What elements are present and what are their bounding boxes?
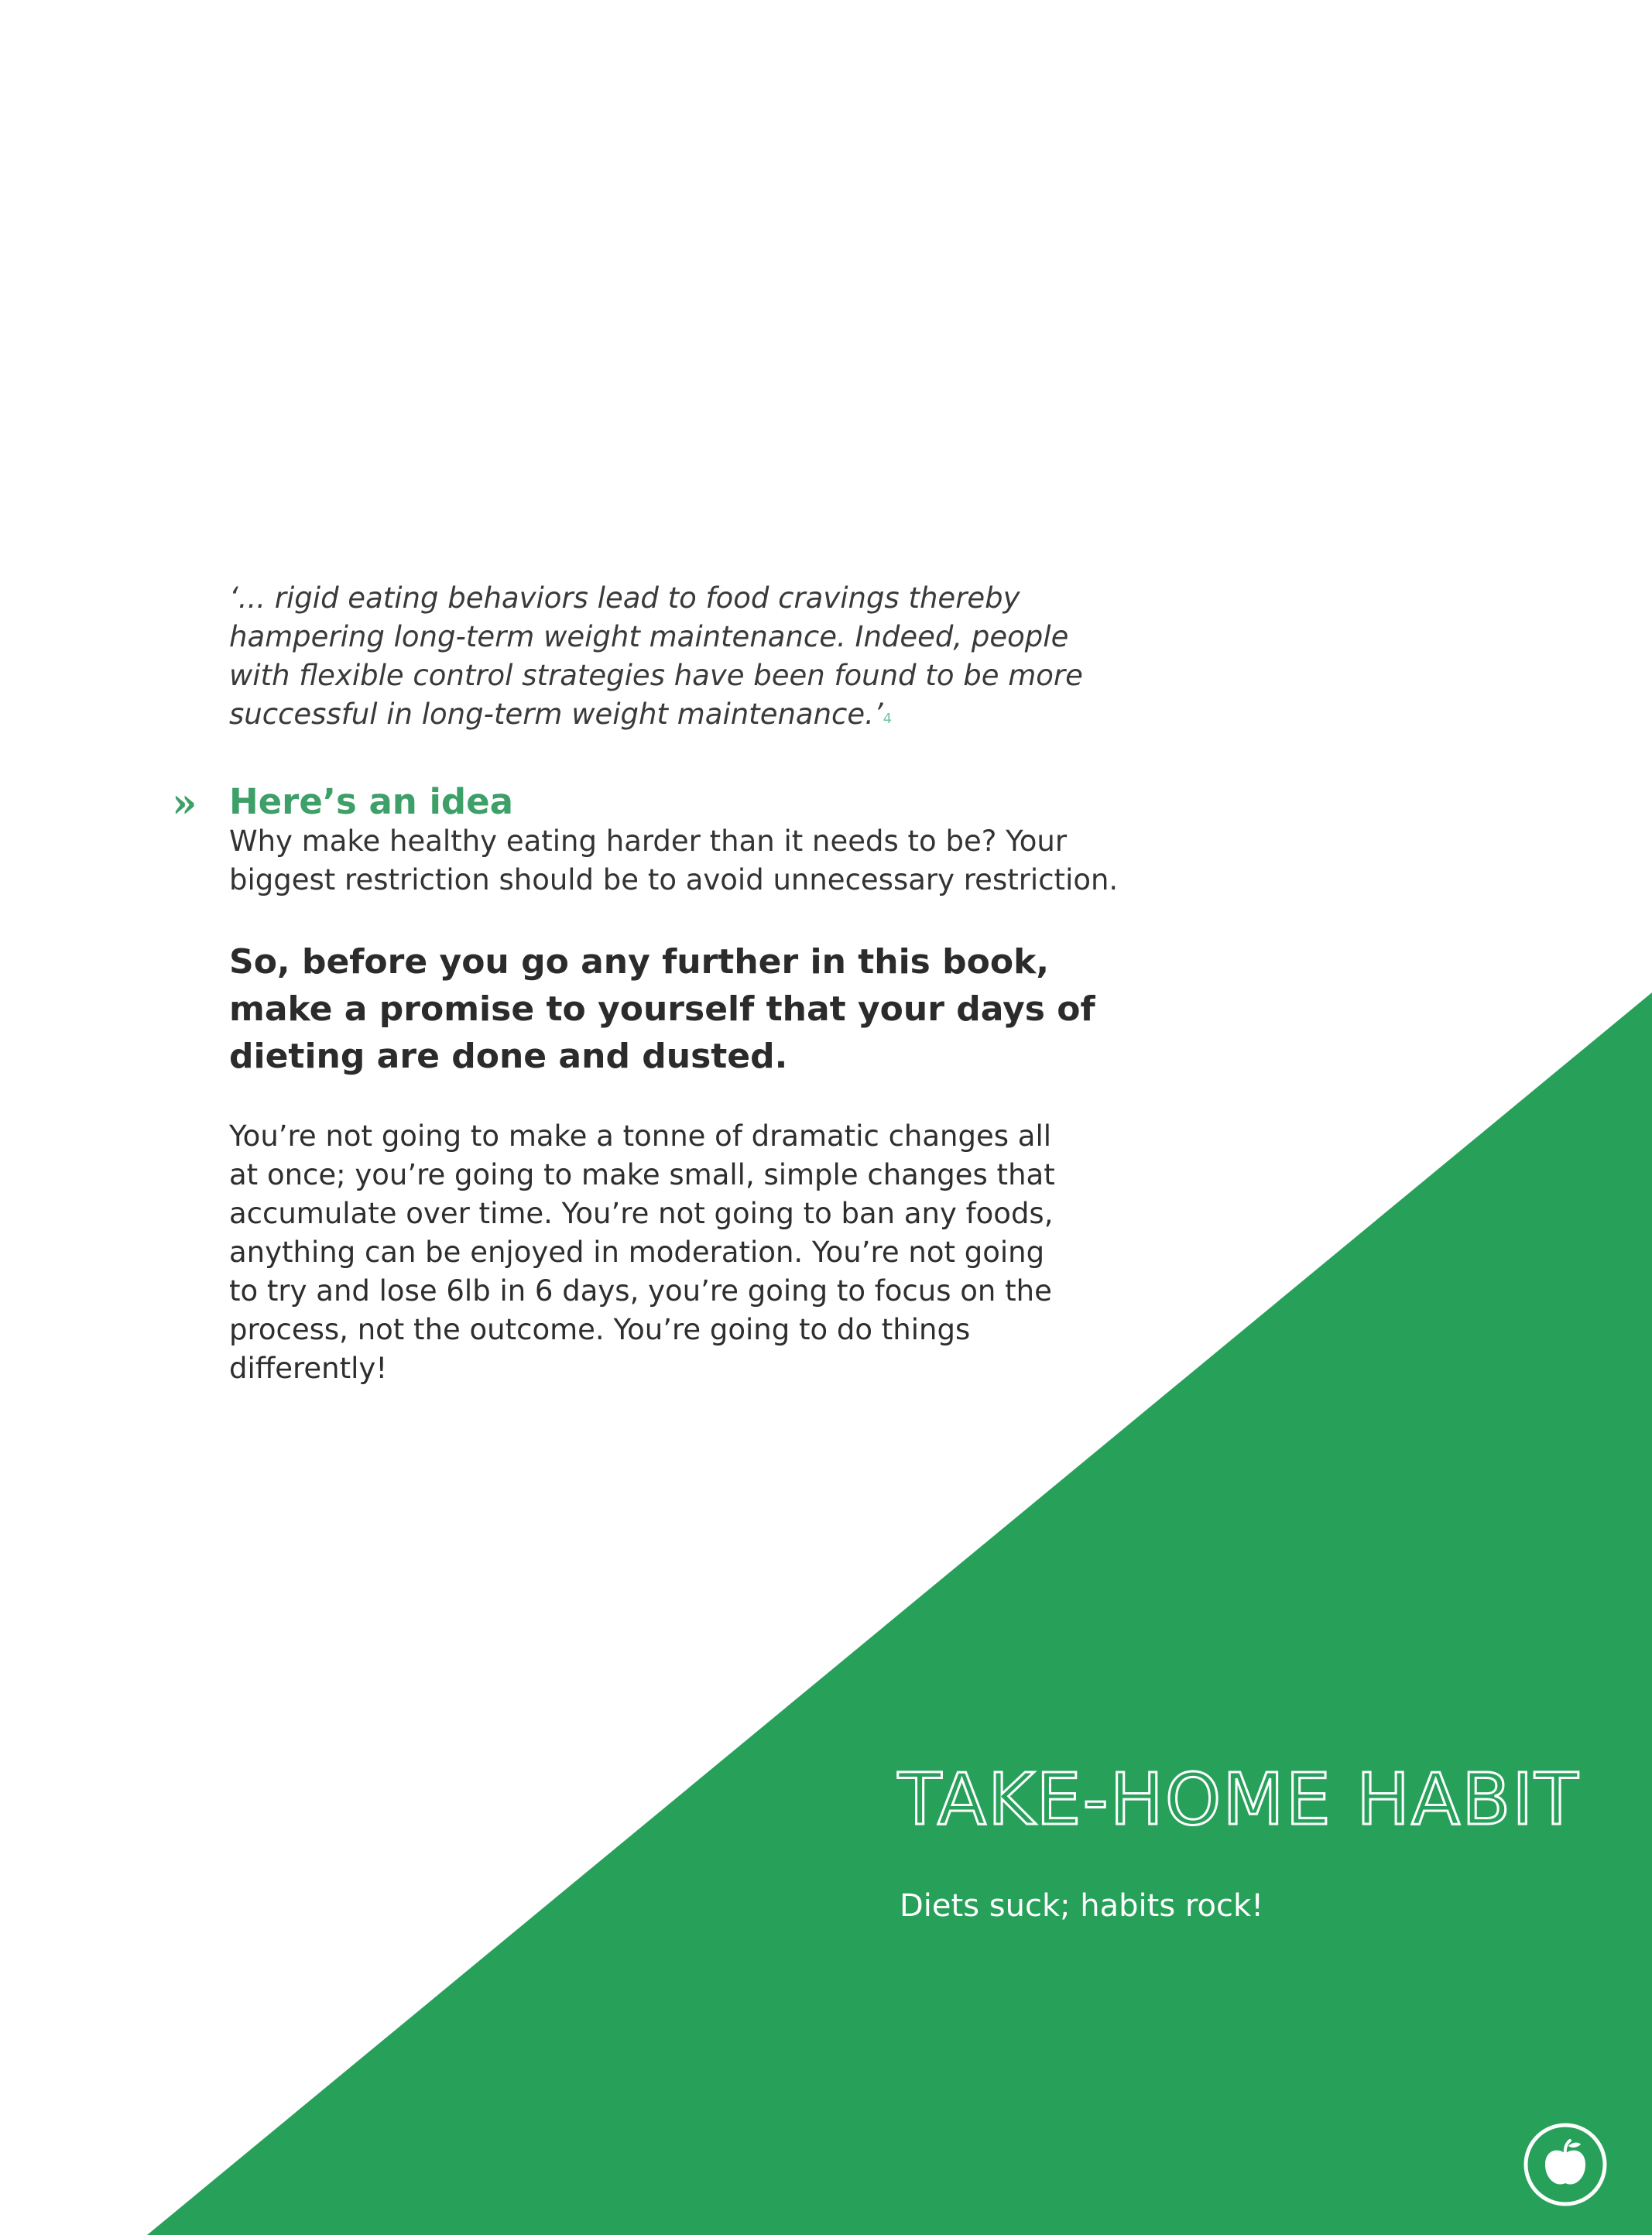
footnote-marker: 4: [883, 711, 893, 727]
body-paragraph: You’re not going to make a tonne of dramatic changes all at once; you’re going to make small, simple changes that accumulate over time. You’re not going to ban any foods, anything can be enjoyed in moderation. You’re not going to try and lose 6lb in 6 days, you’re going to focus on the process, not the outcome. You’re going to do things differently!: [229, 1119, 1055, 1385]
quote-block: [229, 579, 1119, 734]
idea-heading: Here’s an idea: [229, 781, 514, 822]
idea-text: Why make healthy eating harder than it needs to be? Your biggest restriction should be to avoid unnecessary restriction.: [229, 824, 1119, 896]
chevron-right-icon: »: [172, 780, 193, 827]
apple-icon: [1522, 2121, 1609, 2208]
promise-statement: So, before you go any further in this book, make a promise to yourself that your days of dieting are done and dusted.: [229, 942, 1095, 1076]
take-home-habit-text: Diets suck; habits rock!: [900, 1888, 1264, 1924]
take-home-habit-title: TAKE-HOME HABIT: [898, 1758, 1580, 1841]
quote-text: ‘... rigid eating behaviors lead to food cravings thereby hampering long-term weight maintenance. Indeed, people with flexible control strategies have been found to be more successful in long-term weight maintenance.’: [229, 581, 1083, 731]
